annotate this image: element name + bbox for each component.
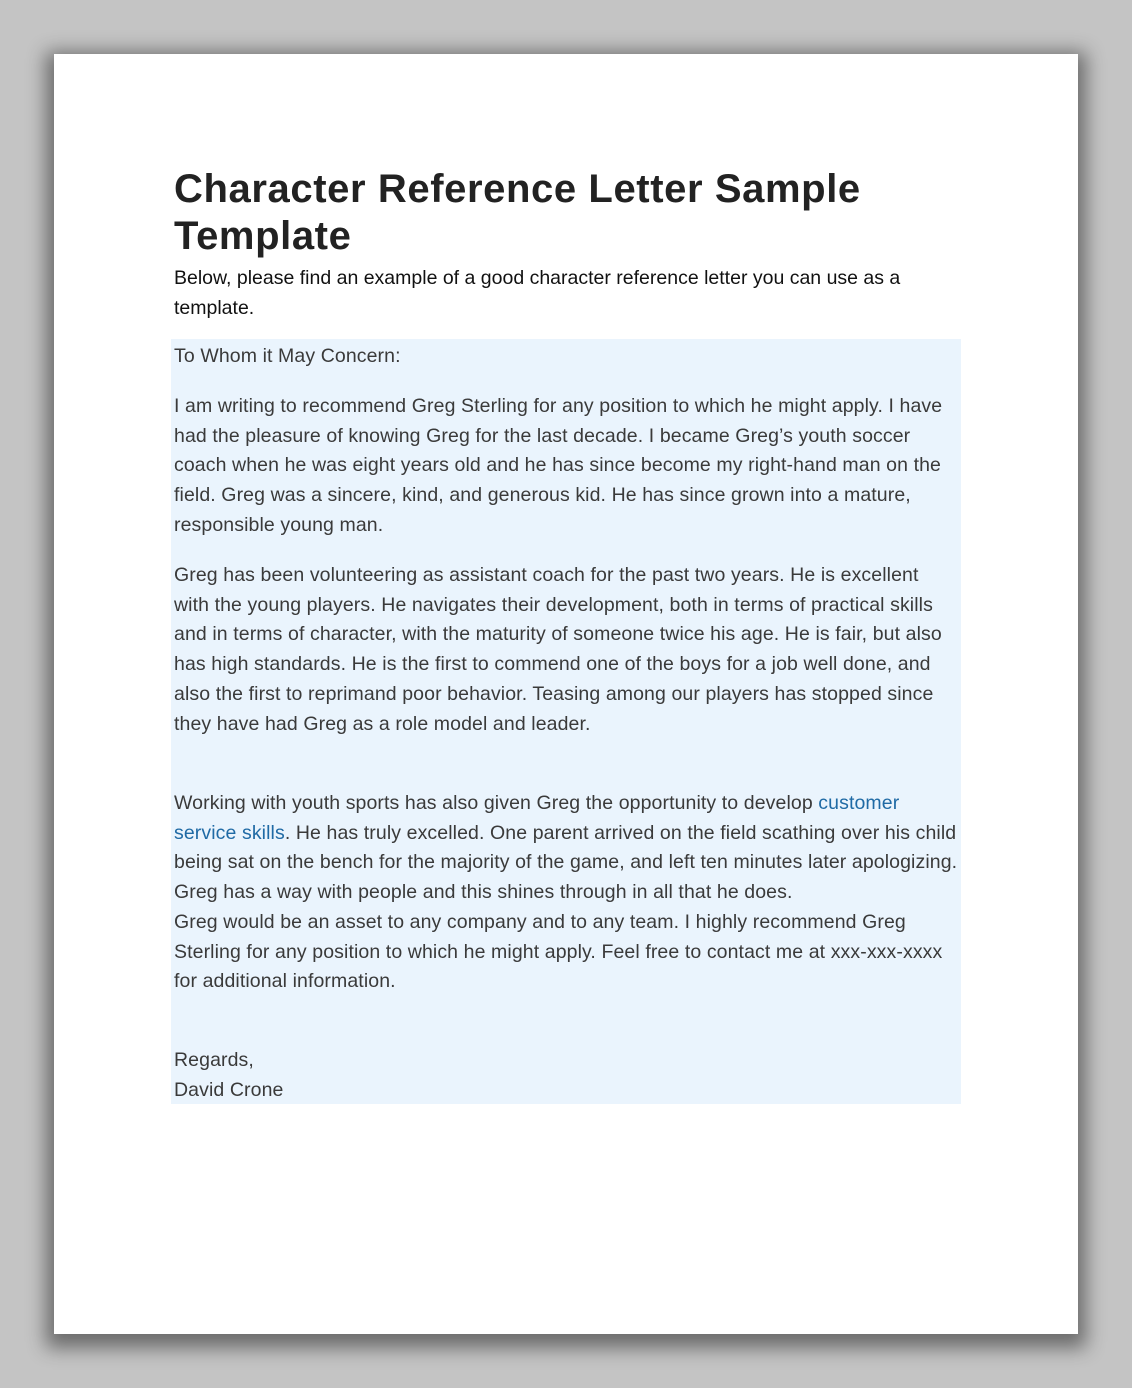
letter-paragraph-1: I am writing to recommend Greg Sterling for any position to which he might apply. I have had the pleasure of knowing Greg for the last decade. I became Greg’s youth soccer coach when he was eight years old and he has since become my right-hand man on the field. Greg was a sincere, kind, and generous kid. He has since grown into a mature, responsible young man.	[174, 395, 943, 536]
letter-closing: Regards,	[174, 1049, 254, 1071]
letter-paragraph-2: Greg has been volunteering as assistant coach for the past two years. He is excellent with the young players. He navigates their development, both in terms of practical skills and in terms of character, with the maturity of someone twice his age. He is fair, but also has high standards. He is the first to commend one of the boys for a job well done, and also the first to reprimand poor behavior. Teasing among our players has stopped since they have had Greg as a role model and leader.	[174, 564, 942, 735]
document-title: Character Reference Letter Sample Template	[174, 167, 861, 258]
document-page	[54, 54, 1078, 1334]
letter-paragraph-3	[174, 789, 959, 997]
document-intro: Below, please find an example of a good character reference letter you can use as a template.	[174, 267, 901, 319]
paragraph-3-text-start: Working with youth sports has also given Greg the opportunity to develop	[174, 792, 819, 814]
letter-paragraph-4: Greg would be an asset to any company and to any team. I highly recommend Greg Sterling for any position to which he might apply. Feel free to contact me at xxx-xxx-xxxx for additional information.	[174, 910, 943, 993]
letter-greeting: To Whom it May Concern:	[174, 345, 401, 367]
letter-sample-box	[171, 339, 961, 1104]
paragraph-3-text-end: . He has truly excelled. One parent arrived on the field scathing over his child being sat on the bench for the majority of the game, and left ten minutes later apologizing. Greg has a way with people and this shines through in all that he does.	[174, 821, 958, 904]
letter-closing-block	[174, 1046, 959, 1105]
customer-service-skills-link[interactable]: customer service skills	[174, 792, 900, 844]
letter-signature: David Crone	[174, 1078, 284, 1101]
